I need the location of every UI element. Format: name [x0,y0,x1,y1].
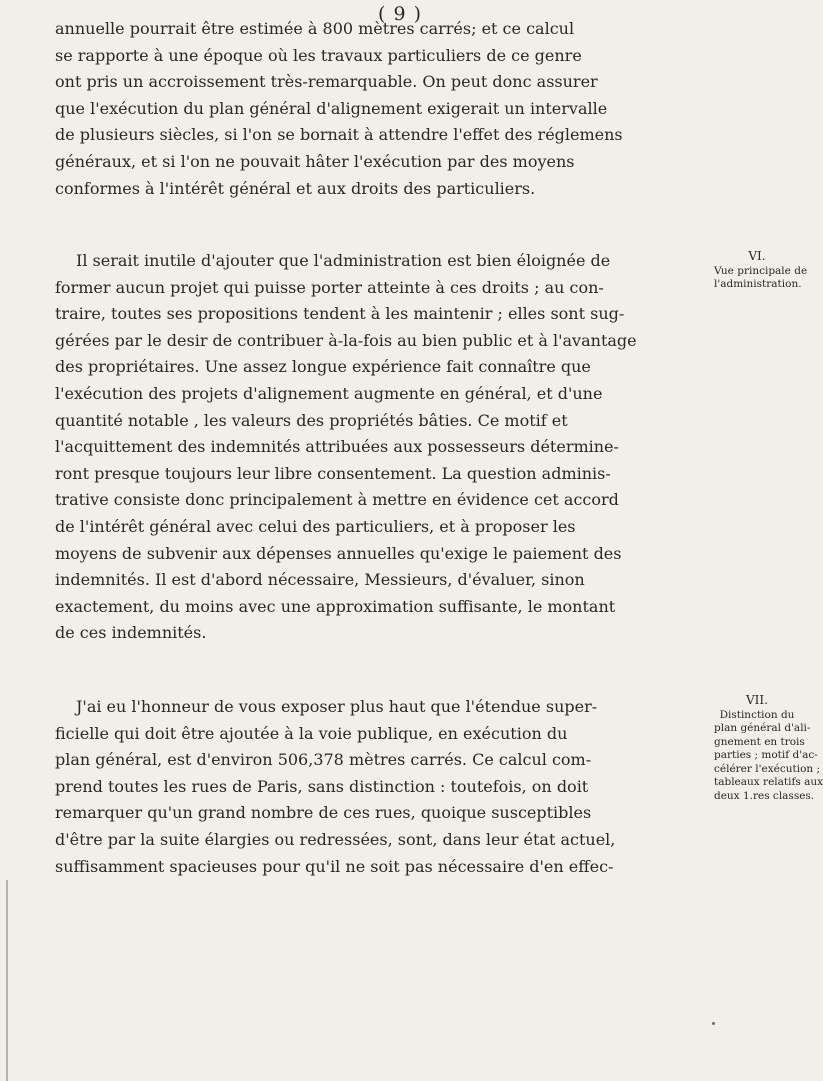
margin-note-line: Vue principale de [714,264,808,277]
margin-note-vi [714,249,808,292]
text-line: de l'intérêt général avec celui des particuliers, et à proposer les [55,516,576,536]
text-line: plan général, est d'environ 506,378 mètres carrés. Ce calcul com- [55,750,592,770]
margin-note-line: l'administration. [714,278,802,290]
text-line: J'ai eu l'honneur de vous exposer plus haut que l'étendue super- [76,697,598,716]
margin-note-line: plan général d'ali- [714,722,811,734]
text-line: ont pris un accroissement très-remarquable. On peut donc assurer [55,72,598,92]
page-number: ( 9 ) [378,3,422,25]
text-line: gérées par le desir de contribuer à-la-fois au bien public et à l'avantage [55,330,637,350]
ink-speck [712,1022,715,1025]
text-line: remarquer qu'un grand nombre de ces rues, quoique susceptibles [55,803,592,823]
text-line: ficielle qui doit être ajoutée à la voie publique, en exécution du [55,723,568,743]
text-line: Il serait inutile d'ajouter que l'administration est bien éloignée de [76,251,611,270]
text-line: trative consiste donc principalement à mettre en évidence cet accord [55,490,619,510]
text-line: l'exécution des projets d'alignement augmente en général, et d'une [55,383,603,403]
text-line: suffisamment spacieuses pour qu'il ne soit pas nécessaire d'en effec- [55,856,614,876]
text-line: annuelle pourrait être estimée à 800 mètres carrés; et ce calcul [55,19,575,38]
margin-note-line: deux 1.res classes. [714,789,815,802]
margin-note-line: Distinction du [719,708,795,721]
paragraph-1 [55,16,705,202]
text-line: moyens de subvenir aux dépenses annuelles qu'exige le paiement des [55,543,622,563]
text-line: se rapporte à une époque où les travaux particuliers de ce genre [55,45,582,65]
text-line: conformes à l'intérêt général et aux droits des particuliers. [55,178,536,198]
text-line: ront presque toujours leur libre consentement. La question adminis- [55,463,611,483]
text-line: de ces indemnités. [55,623,207,643]
text-line: former aucun projet qui puisse porter atteinte à ces droits ; au con- [55,277,604,297]
paragraph-2 [55,248,705,647]
page-edge-shadow [6,880,8,1081]
text-line: de plusieurs siècles, si l'on se bornait à attendre l'effet des réglemens [55,125,623,145]
text-line: indemnités. Il est d'abord nécessaire, Messieurs, d'évaluer, sinon [55,570,585,590]
margin-note-vii [714,693,823,803]
margin-note-line: gnement en trois [714,735,805,748]
section-number: VII. [746,693,768,707]
paragraph-3 [55,694,705,880]
text-line: exactement, du moins avec une approximation suffisante, le montant [55,596,616,616]
text-line: des propriétaires. Une assez longue expérience fait connaître que [55,357,591,377]
margin-note-line: tableaux relatifs aux [714,776,823,788]
text-line: quantité notable , les valeurs des propriétés bâties. Ce motif et [55,410,568,430]
text-line: d'être par la suite élargies ou redressées, sont, dans leur état actuel, [55,829,616,849]
text-line: prend toutes les rues de Paris, sans distinction : toutefois, on doit [55,776,589,796]
text-line: l'acquittement des indemnités attribuées aux possesseurs détermine- [55,437,619,457]
text-line: que l'exécution du plan général d'alignement exigerait un intervalle [55,98,608,118]
text-line: traire, toutes ses propositions tendent à les maintenir ; elles sont sug- [55,304,625,324]
margin-note-line: célérer l'exécution ; [714,762,821,775]
margin-note-line: parties ; motif d'ac- [714,749,818,761]
section-number: VI. [748,249,766,263]
text-line: généraux, et si l'on ne pouvait hâter l'exécution par des moyens [55,151,575,171]
